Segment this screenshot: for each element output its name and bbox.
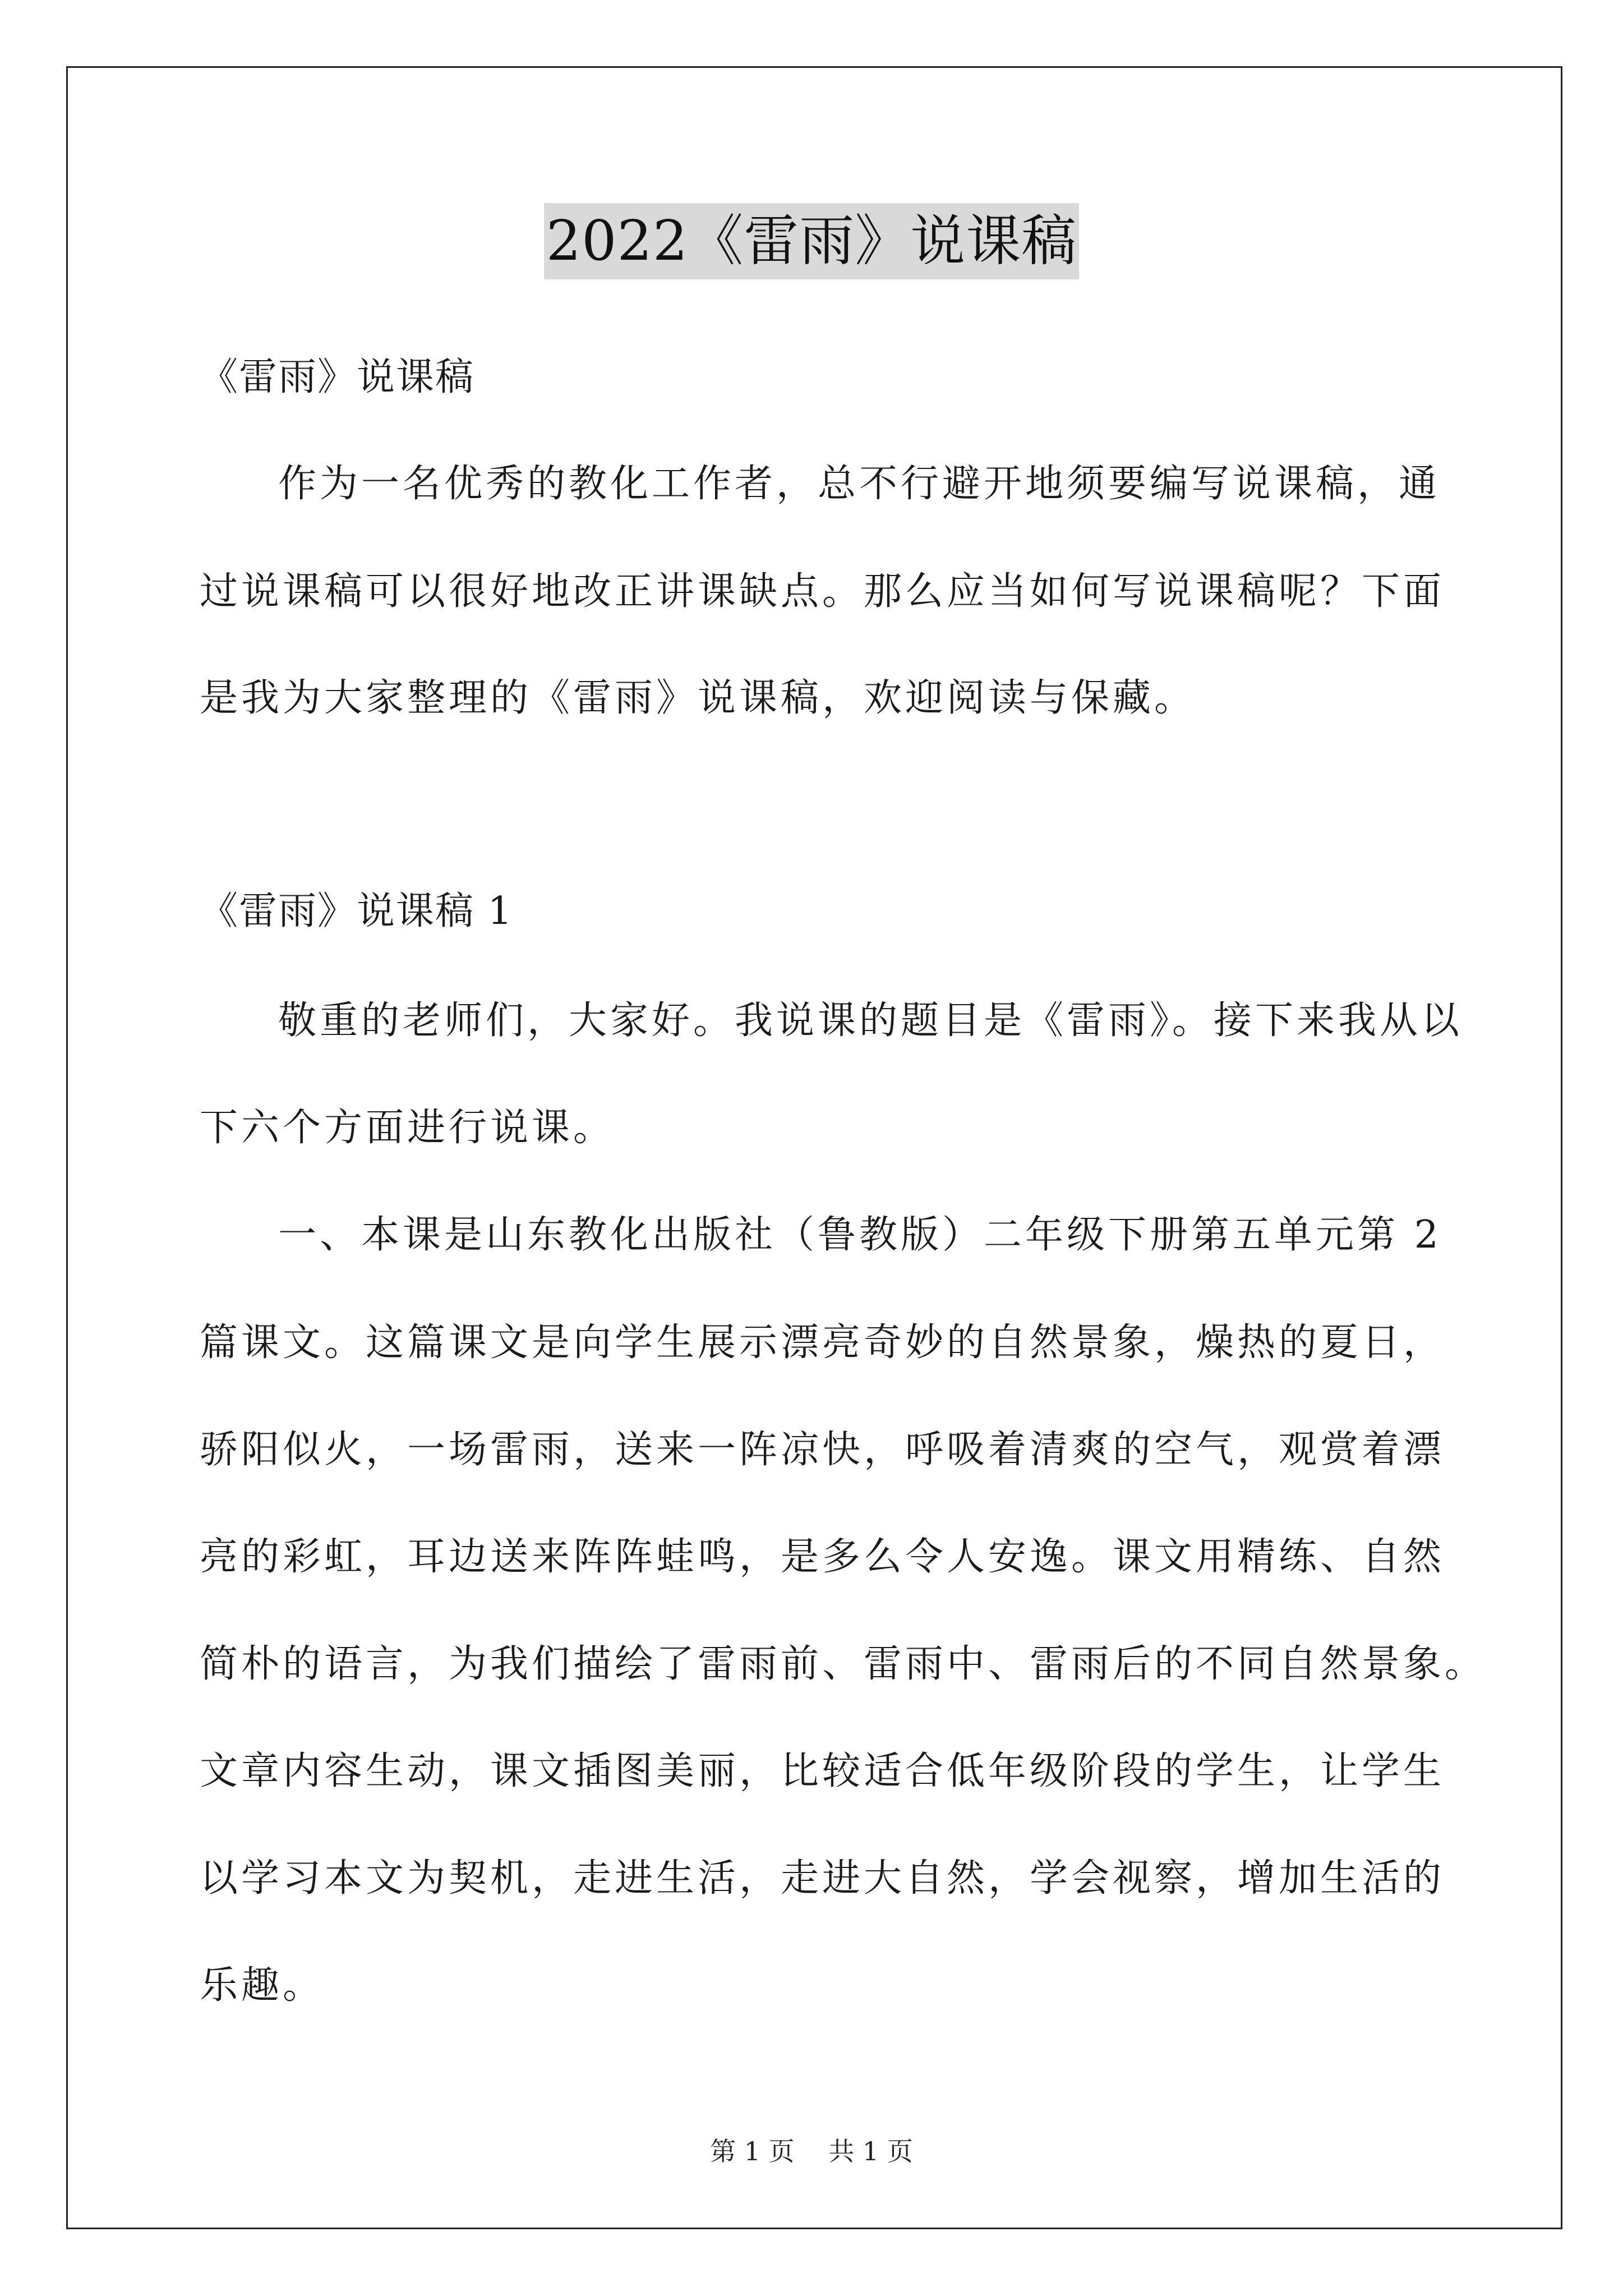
section-heading: 《雷雨》说课稿 1: [200, 889, 513, 933]
title-container: [0, 203, 1623, 279]
page-footer: [0, 2134, 1623, 2168]
page-total: 共 1 页: [828, 2136, 913, 2166]
intro-line: 过说课稿可以很好地改正讲课缺点。那么应当如何写说课稿呢？下面: [200, 569, 1445, 614]
page-number: 第 1 页: [710, 2136, 795, 2166]
paragraph-line: 以学习本文为契机，走进生活，走进大自然，学会视察，增加生活的: [200, 1856, 1445, 1901]
paragraph-line: 简朴的语言，为我们描绘了雷雨前、雷雨中、雷雨后的不同自然景象。: [200, 1642, 1487, 1686]
paragraph-line: 篇课文。这篇课文是向学生展示漂亮奇妙的自然景象，燥热的夏日，: [200, 1320, 1445, 1365]
greeting-line: 敬重的老师们，大家好。我说课的题目是《雷雨》。接下来我从以: [278, 999, 1463, 1043]
paragraph-line: 亮的彩虹，耳边送来阵阵蛙鸣，是多么令人安逸。课文用精练、自然: [200, 1535, 1445, 1579]
intro-line: 作为一名优秀的教化工作者，总不行避开地须要编写说课稿，通: [278, 462, 1441, 506]
page-title: 2022《雷雨》说课稿: [544, 203, 1079, 279]
intro-line: 是我为大家整理的《雷雨》说课稿，欢迎阅读与保藏。: [200, 676, 1196, 720]
paragraph-line: 一、本课是山东教化出版社（鲁教版）二年级下册第五单元第 2: [278, 1213, 1442, 1257]
paragraph-line: 骄阳似火，一场雷雨，送来一阵凉快，呼吸着清爽的空气，观赏着漂: [200, 1428, 1445, 1472]
paragraph-line: 乐趣。: [200, 1963, 325, 2008]
paragraph-line: 文章内容生动，课文插图美丽，比较适合低年级阶段的学生，让学生: [200, 1749, 1445, 1793]
subtitle-heading: 《雷雨》说课稿: [200, 355, 475, 399]
greeting-line: 下六个方面进行说课。: [200, 1106, 615, 1150]
